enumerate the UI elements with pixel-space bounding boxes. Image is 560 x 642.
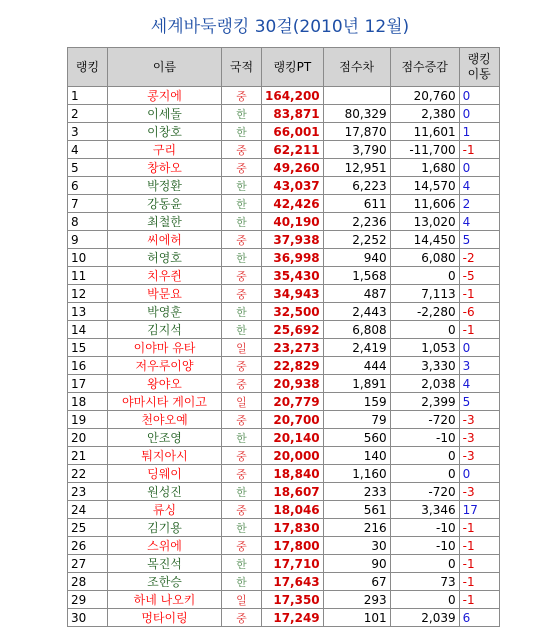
cell-change: 0 <box>390 321 459 339</box>
cell-nation: 한 <box>222 483 262 501</box>
cell-diff: 67 <box>323 573 390 591</box>
cell-move: 0 <box>459 339 499 357</box>
cell-move: 0 <box>459 159 499 177</box>
cell-points: 17,830 <box>262 519 324 537</box>
header-name: 이름 <box>108 48 222 87</box>
cell-points: 43,037 <box>262 177 324 195</box>
table-row <box>68 213 500 231</box>
cell-name: 멍타이링 <box>108 609 222 627</box>
cell-nation: 일 <box>222 591 262 609</box>
cell-nation: 한 <box>222 123 262 141</box>
cell-move: -1 <box>459 591 499 609</box>
cell-nation: 한 <box>222 573 262 591</box>
cell-move: -2 <box>459 249 499 267</box>
cell-rank: 20 <box>68 429 108 447</box>
cell-rank: 13 <box>68 303 108 321</box>
cell-nation: 중 <box>222 465 262 483</box>
cell-rank: 21 <box>68 447 108 465</box>
cell-rank: 5 <box>68 159 108 177</box>
table-row <box>68 447 500 465</box>
cell-move: -1 <box>459 321 499 339</box>
table-row <box>68 483 500 501</box>
cell-move: 2 <box>459 195 499 213</box>
cell-points: 36,998 <box>262 249 324 267</box>
cell-move: -1 <box>459 285 499 303</box>
cell-diff: 940 <box>323 249 390 267</box>
cell-points: 83,871 <box>262 105 324 123</box>
table-row <box>68 249 500 267</box>
cell-points: 20,938 <box>262 375 324 393</box>
table-row <box>68 105 500 123</box>
cell-rank: 9 <box>68 231 108 249</box>
cell-move: -1 <box>459 537 499 555</box>
cell-nation: 중 <box>222 285 262 303</box>
cell-move: -1 <box>459 141 499 159</box>
cell-change: -720 <box>390 483 459 501</box>
cell-name: 조한승 <box>108 573 222 591</box>
cell-change: 0 <box>390 267 459 285</box>
cell-move: 6 <box>459 609 499 627</box>
cell-name: 안조영 <box>108 429 222 447</box>
cell-move: -1 <box>459 519 499 537</box>
cell-rank: 17 <box>68 375 108 393</box>
cell-rank: 23 <box>68 483 108 501</box>
cell-diff: 1,568 <box>323 267 390 285</box>
cell-name: 저우루이양 <box>108 357 222 375</box>
cell-name: 콩지에 <box>108 87 222 105</box>
table-row <box>68 465 500 483</box>
cell-points: 17,800 <box>262 537 324 555</box>
table-row <box>68 555 500 573</box>
header-move <box>459 48 499 87</box>
cell-nation: 한 <box>222 429 262 447</box>
cell-change: 11,606 <box>390 195 459 213</box>
cell-rank: 27 <box>68 555 108 573</box>
cell-diff: 487 <box>323 285 390 303</box>
cell-name: 최철한 <box>108 213 222 231</box>
cell-move: 0 <box>459 105 499 123</box>
cell-diff: 17,870 <box>323 123 390 141</box>
cell-diff: 1,160 <box>323 465 390 483</box>
cell-name: 치우쥔 <box>108 267 222 285</box>
cell-change: 20,760 <box>390 87 459 105</box>
cell-diff: 6,223 <box>323 177 390 195</box>
cell-diff: 79 <box>323 411 390 429</box>
cell-change: 0 <box>390 447 459 465</box>
cell-rank: 6 <box>68 177 108 195</box>
cell-change: -11,700 <box>390 141 459 159</box>
cell-diff: 80,329 <box>323 105 390 123</box>
cell-rank: 30 <box>68 609 108 627</box>
cell-diff: 293 <box>323 591 390 609</box>
cell-diff: 2,443 <box>323 303 390 321</box>
cell-diff: 101 <box>323 609 390 627</box>
cell-points: 32,500 <box>262 303 324 321</box>
cell-nation: 중 <box>222 267 262 285</box>
ranking-table <box>67 47 500 627</box>
cell-nation: 한 <box>222 195 262 213</box>
cell-move: -3 <box>459 429 499 447</box>
cell-name: 박문요 <box>108 285 222 303</box>
header-move-line1: 랭킹 <box>467 52 491 66</box>
cell-move: 0 <box>459 87 499 105</box>
cell-points: 20,700 <box>262 411 324 429</box>
cell-name: 허영호 <box>108 249 222 267</box>
cell-change: 7,113 <box>390 285 459 303</box>
table-row <box>68 375 500 393</box>
cell-nation: 한 <box>222 321 262 339</box>
table-row <box>68 285 500 303</box>
cell-change: 3,330 <box>390 357 459 375</box>
cell-rank: 11 <box>68 267 108 285</box>
cell-diff: 3,790 <box>323 141 390 159</box>
cell-move: -6 <box>459 303 499 321</box>
cell-points: 49,260 <box>262 159 324 177</box>
cell-points: 66,001 <box>262 123 324 141</box>
table-row <box>68 267 500 285</box>
cell-nation: 한 <box>222 303 262 321</box>
cell-points: 17,710 <box>262 555 324 573</box>
table-row <box>68 339 500 357</box>
cell-nation: 중 <box>222 537 262 555</box>
cell-diff: 216 <box>323 519 390 537</box>
cell-name: 하네 나오키 <box>108 591 222 609</box>
cell-diff: 233 <box>323 483 390 501</box>
cell-rank: 7 <box>68 195 108 213</box>
cell-points: 40,190 <box>262 213 324 231</box>
cell-points: 17,643 <box>262 573 324 591</box>
cell-change: -2,280 <box>390 303 459 321</box>
cell-name: 씨에허 <box>108 231 222 249</box>
cell-name: 창하오 <box>108 159 222 177</box>
header-change: 점수증감 <box>390 48 459 87</box>
cell-change: 2,039 <box>390 609 459 627</box>
cell-change: 1,680 <box>390 159 459 177</box>
table-row <box>68 177 500 195</box>
cell-move: -1 <box>459 555 499 573</box>
cell-change: -720 <box>390 411 459 429</box>
cell-move: -3 <box>459 411 499 429</box>
cell-change: 14,450 <box>390 231 459 249</box>
cell-diff: 12,951 <box>323 159 390 177</box>
cell-move: -3 <box>459 483 499 501</box>
cell-rank: 25 <box>68 519 108 537</box>
cell-change: 3,346 <box>390 501 459 519</box>
cell-move: 1 <box>459 123 499 141</box>
cell-move: 5 <box>459 393 499 411</box>
cell-change: 0 <box>390 555 459 573</box>
table-row <box>68 231 500 249</box>
cell-move: -3 <box>459 447 499 465</box>
cell-name: 김지석 <box>108 321 222 339</box>
cell-nation: 중 <box>222 141 262 159</box>
cell-change: 0 <box>390 465 459 483</box>
table-row <box>68 609 500 627</box>
table-row <box>68 591 500 609</box>
cell-rank: 19 <box>68 411 108 429</box>
cell-change: 11,601 <box>390 123 459 141</box>
table-row <box>68 159 500 177</box>
cell-nation: 한 <box>222 105 262 123</box>
cell-nation: 한 <box>222 213 262 231</box>
cell-name: 강동윤 <box>108 195 222 213</box>
table-row <box>68 501 500 519</box>
cell-nation: 한 <box>222 519 262 537</box>
table-row <box>68 303 500 321</box>
cell-points: 62,211 <box>262 141 324 159</box>
cell-points: 20,140 <box>262 429 324 447</box>
cell-name: 김기용 <box>108 519 222 537</box>
cell-rank: 2 <box>68 105 108 123</box>
cell-points: 37,938 <box>262 231 324 249</box>
cell-points: 22,829 <box>262 357 324 375</box>
cell-move: 4 <box>459 213 499 231</box>
cell-points: 17,249 <box>262 609 324 627</box>
table-row <box>68 123 500 141</box>
cell-rank: 10 <box>68 249 108 267</box>
cell-name: 박정환 <box>108 177 222 195</box>
cell-points: 164,200 <box>262 87 324 105</box>
cell-change: 13,020 <box>390 213 459 231</box>
cell-move: 4 <box>459 177 499 195</box>
cell-change: 6,080 <box>390 249 459 267</box>
table-row <box>68 519 500 537</box>
cell-nation: 한 <box>222 555 262 573</box>
cell-nation: 중 <box>222 375 262 393</box>
cell-name: 이창호 <box>108 123 222 141</box>
cell-points: 18,046 <box>262 501 324 519</box>
cell-name: 왕야오 <box>108 375 222 393</box>
cell-move: 3 <box>459 357 499 375</box>
cell-diff: 611 <box>323 195 390 213</box>
header-rank: 랭킹 <box>68 48 108 87</box>
cell-rank: 1 <box>68 87 108 105</box>
cell-name: 박영훈 <box>108 303 222 321</box>
cell-name: 딩웨이 <box>108 465 222 483</box>
cell-nation: 중 <box>222 159 262 177</box>
table-row <box>68 195 500 213</box>
cell-name: 천야오예 <box>108 411 222 429</box>
cell-move: -5 <box>459 267 499 285</box>
table-row <box>68 429 500 447</box>
cell-rank: 28 <box>68 573 108 591</box>
cell-points: 18,840 <box>262 465 324 483</box>
cell-nation: 일 <box>222 339 262 357</box>
cell-name: 퉈지아시 <box>108 447 222 465</box>
cell-nation: 중 <box>222 357 262 375</box>
cell-name: 이야마 유타 <box>108 339 222 357</box>
cell-nation: 중 <box>222 87 262 105</box>
page-title: 세계바둑랭킹 30걸(2010년 12월) <box>150 17 410 37</box>
cell-rank: 16 <box>68 357 108 375</box>
header-points: 랭킹PT <box>262 48 324 87</box>
cell-nation: 한 <box>222 249 262 267</box>
cell-move: 17 <box>459 501 499 519</box>
cell-diff: 2,252 <box>323 231 390 249</box>
table-row <box>68 87 500 105</box>
cell-diff: 90 <box>323 555 390 573</box>
cell-diff: 30 <box>323 537 390 555</box>
cell-nation: 중 <box>222 501 262 519</box>
cell-rank: 15 <box>68 339 108 357</box>
cell-diff: 159 <box>323 393 390 411</box>
cell-change: 2,380 <box>390 105 459 123</box>
cell-points: 25,692 <box>262 321 324 339</box>
header-nation: 국적 <box>222 48 262 87</box>
table-row <box>68 537 500 555</box>
cell-nation: 중 <box>222 609 262 627</box>
table-row <box>68 357 500 375</box>
cell-diff: 2,419 <box>323 339 390 357</box>
cell-diff: 1,891 <box>323 375 390 393</box>
cell-move: 4 <box>459 375 499 393</box>
cell-rank: 22 <box>68 465 108 483</box>
ranking-body <box>68 87 500 627</box>
cell-change: 1,053 <box>390 339 459 357</box>
cell-move: 0 <box>459 465 499 483</box>
cell-change: 2,399 <box>390 393 459 411</box>
cell-change: -10 <box>390 537 459 555</box>
table-row <box>68 573 500 591</box>
cell-rank: 18 <box>68 393 108 411</box>
cell-diff <box>323 87 390 105</box>
cell-points: 20,000 <box>262 447 324 465</box>
cell-change: 2,038 <box>390 375 459 393</box>
cell-rank: 3 <box>68 123 108 141</box>
cell-diff: 140 <box>323 447 390 465</box>
cell-nation: 한 <box>222 177 262 195</box>
cell-rank: 24 <box>68 501 108 519</box>
cell-change: 0 <box>390 591 459 609</box>
cell-name: 이세돌 <box>108 105 222 123</box>
cell-points: 17,350 <box>262 591 324 609</box>
cell-change: -10 <box>390 519 459 537</box>
cell-nation: 중 <box>222 411 262 429</box>
cell-change: 14,570 <box>390 177 459 195</box>
table-row <box>68 393 500 411</box>
cell-rank: 8 <box>68 213 108 231</box>
cell-name: 스위에 <box>108 537 222 555</box>
cell-diff: 561 <box>323 501 390 519</box>
cell-move: 5 <box>459 231 499 249</box>
cell-diff: 2,236 <box>323 213 390 231</box>
cell-rank: 26 <box>68 537 108 555</box>
cell-name: 구리 <box>108 141 222 159</box>
cell-name: 야마시타 게이고 <box>108 393 222 411</box>
cell-rank: 4 <box>68 141 108 159</box>
cell-diff: 560 <box>323 429 390 447</box>
cell-points: 42,426 <box>262 195 324 213</box>
cell-points: 20,779 <box>262 393 324 411</box>
cell-rank: 12 <box>68 285 108 303</box>
cell-name: 류싱 <box>108 501 222 519</box>
cell-points: 35,430 <box>262 267 324 285</box>
cell-diff: 444 <box>323 357 390 375</box>
cell-rank: 14 <box>68 321 108 339</box>
cell-move: -1 <box>459 573 499 591</box>
cell-name: 목진석 <box>108 555 222 573</box>
cell-nation: 일 <box>222 393 262 411</box>
table-row <box>68 321 500 339</box>
cell-nation: 중 <box>222 447 262 465</box>
header-move-line2: 이동 <box>467 67 491 81</box>
cell-diff: 6,808 <box>323 321 390 339</box>
cell-change: 73 <box>390 573 459 591</box>
cell-change: -10 <box>390 429 459 447</box>
header-diff: 점수차 <box>323 48 390 87</box>
cell-points: 23,273 <box>262 339 324 357</box>
table-row <box>68 141 500 159</box>
header-row <box>68 48 500 87</box>
table-row <box>68 411 500 429</box>
cell-points: 18,607 <box>262 483 324 501</box>
cell-nation: 중 <box>222 231 262 249</box>
cell-points: 34,943 <box>262 285 324 303</box>
cell-rank: 29 <box>68 591 108 609</box>
cell-name: 원성진 <box>108 483 222 501</box>
